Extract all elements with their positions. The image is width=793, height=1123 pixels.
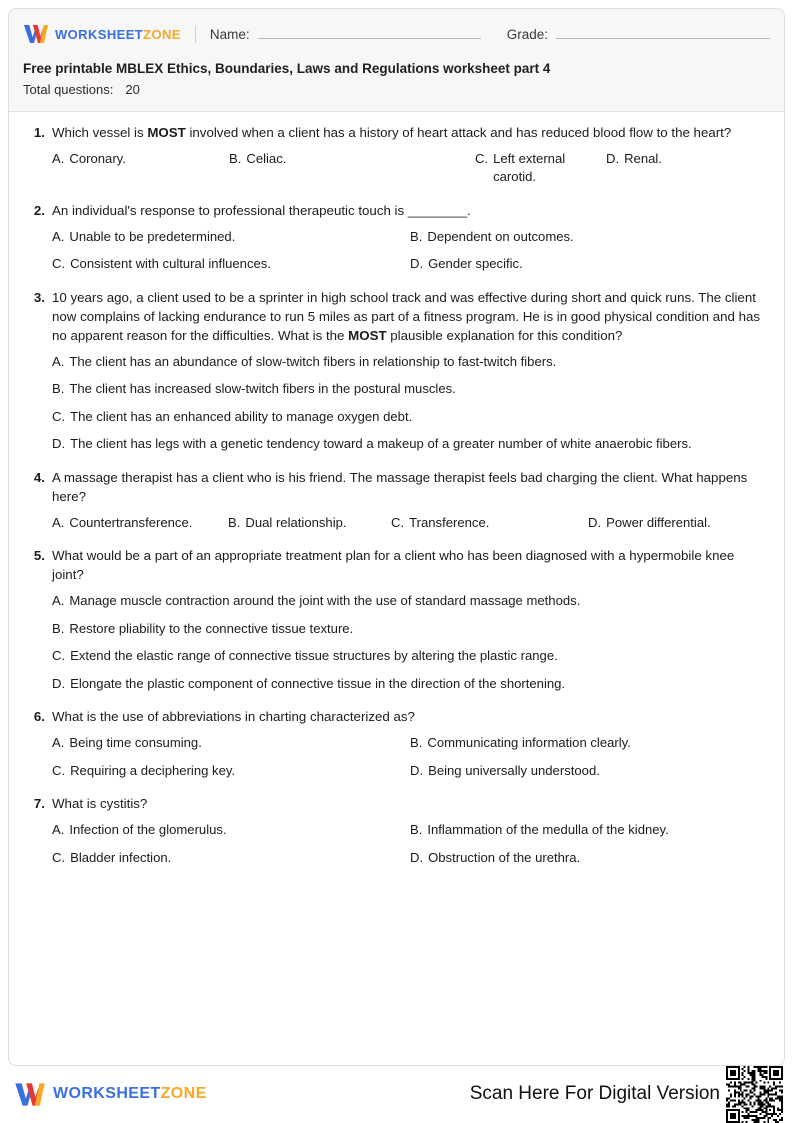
option-text: Being time consuming. [69,735,202,751]
option-text: Transference. [409,514,490,530]
worksheet-footer [8,1066,785,1122]
option-text: Power differential. [606,514,711,530]
option-text: Being universally understood. [428,762,600,778]
header-top-row [23,21,770,47]
option-row [52,228,768,247]
option-text: Inflammation of the medulla of the kidney. [427,822,669,838]
option-letter: C. [391,514,405,530]
option-text: Bladder infection. [70,849,172,865]
question-stem [25,469,768,507]
worksheet-title: Free printable MBLEX Ethics, Boundaries, Laws and Regulations worksheet part 4 [23,61,551,76]
question-stem [25,124,768,143]
option-row [52,762,768,781]
option-row [52,408,768,427]
grade-field[interactable] [507,26,770,42]
question-item [25,202,768,274]
option-b[interactable] [228,514,391,533]
question-item [25,547,768,693]
option-d[interactable] [52,675,768,694]
option-d[interactable] [52,435,768,454]
option-b[interactable] [410,228,768,247]
option-text: Elongate the plastic component of connective tissue in the direction of the shortening. [70,675,566,691]
question-options [25,514,768,533]
option-text: Obstruction of the urethra. [428,849,581,865]
option-b[interactable] [229,150,475,187]
option-letter: C. [52,762,66,778]
option-row [52,734,768,753]
footer-brand-logo-text [53,1085,207,1103]
question-item [25,469,768,532]
question-options [25,228,768,274]
question-options [25,821,768,867]
option-text: The client has increased slow-twitch fibers in the postural muscles. [69,381,456,397]
question-text: What would be a part of an appropriate treatment plan for a client who has been diagnosed with a hypermobile knee joint? [52,548,735,583]
option-text: Communicating information clearly. [427,735,631,751]
option-b[interactable] [52,380,768,399]
question-text: What is cystitis? [52,796,148,812]
option-text: Unable to be predetermined. [69,228,236,244]
option-d[interactable] [606,150,768,187]
question-options [25,734,768,780]
question-stem [25,708,768,727]
question-item [25,124,768,187]
option-c[interactable] [52,762,410,781]
question-item [25,708,768,780]
brand-name-part1: WORKSHEET [55,26,144,42]
question-text: What is the use of abbreviations in charting characterized as? [52,709,415,725]
scan-label: Scan Here For Digital Version [469,1083,720,1104]
option-letter: B. [410,735,423,751]
option-row [52,620,768,639]
total-questions [23,82,770,97]
option-letter: B. [410,228,423,244]
question-stem [25,547,768,585]
option-letter: D. [52,675,66,691]
option-letter: B. [228,514,241,530]
option-text: Renal. [624,150,662,166]
total-questions-value: 20 [125,82,140,97]
option-text: The client has an abundance of slow-twitch fibers in relationship to fast-twitch fibers. [69,353,557,369]
option-row [52,150,768,187]
question-number: 1. [33,125,45,140]
option-letter: A. [52,514,65,530]
option-d[interactable] [410,762,768,781]
question-number: 3. [33,290,45,306]
question-options [25,150,768,187]
option-text: Requiring a deciphering key. [70,762,236,778]
option-b[interactable] [410,821,768,840]
option-row [52,821,768,840]
question-emphasis: MOST [348,327,387,343]
option-letter: B. [410,822,423,838]
question-emphasis: MOST [147,125,186,140]
worksheet-card [8,8,785,1066]
footer-brand-logo [14,1082,207,1107]
option-text: Dependent on outcomes. [427,228,574,244]
option-text: Infection of the glomerulus. [69,822,227,838]
qr-code-icon[interactable] [726,1066,783,1123]
question-item [25,289,768,454]
option-letter: D. [410,849,424,865]
question-text: 10 years ago, a client used to be a sprinter in high school track and was effective during short and quick runs. The client now complains of lacking endurance to run 5 miles as part of a fitness program. He is in good physical condition and has no apparent reason for the difficulties. What is the MOST plausible explanation for this condition? [52,290,761,343]
question-number: 7. [33,796,45,812]
option-row [52,592,768,611]
footer-scan-group [470,1066,783,1123]
option-a[interactable] [52,514,228,533]
question-options [25,353,768,454]
question-text: Which vessel is MOST involved when a client has a history of heart attack and has reduced blood flow to the heart? [52,125,732,140]
option-letter: B. [52,620,65,636]
option-letter: C. [52,408,66,424]
option-text: Gender specific. [428,256,523,272]
question-number: 2. [33,203,45,219]
question-number: 5. [33,548,45,564]
option-row [52,255,768,274]
option-a[interactable] [52,592,768,611]
option-d[interactable] [410,255,768,274]
option-letter: A. [52,593,65,609]
option-text: Restore pliability to the connective tissue texture. [69,620,354,636]
questions-list [9,112,784,1065]
option-text: Manage muscle contraction around the joint with the use of standard massage methods. [69,593,581,609]
option-letter: C. [52,256,66,272]
option-c[interactable] [52,647,768,666]
option-letter: D. [588,514,602,530]
name-field-label: Name: [209,27,250,42]
option-text: Countertransference. [69,514,193,530]
option-a[interactable] [52,150,229,187]
option-c[interactable] [52,408,768,427]
option-letter: D. [606,150,620,166]
option-letter: D. [410,762,424,778]
option-letter: C. [52,849,66,865]
grade-field-label: Grade: [506,27,548,42]
option-letter: A. [52,735,65,751]
option-d[interactable] [588,514,768,533]
footer-brand-name-part2: ZONE [160,1085,207,1102]
option-c[interactable] [391,514,588,533]
header-divider [195,26,196,43]
brand-logo-text [55,27,181,42]
brand-logo [23,24,181,44]
question-number: 4. [33,470,45,485]
option-a[interactable] [52,821,410,840]
option-text: Celiac. [246,150,287,166]
name-field[interactable] [210,26,481,42]
grade-field-line[interactable] [556,26,770,39]
option-c[interactable] [52,255,410,274]
option-d[interactable] [410,849,768,868]
option-row [52,849,768,868]
worksheet-header [9,9,784,112]
question-options [25,592,768,693]
option-text: Left external carotid. [493,150,566,185]
option-row [52,514,768,533]
option-text: Extend the elastic range of connective tissue structures by altering the plastic range. [70,648,558,664]
name-field-line[interactable] [258,26,481,39]
option-letter: C. [52,648,66,664]
option-b[interactable] [52,620,768,639]
question-text: A massage therapist has a client who is his friend. The massage therapist feels bad charging the client. What happens here? [52,470,748,504]
option-letter: D. [410,256,424,272]
option-row [52,675,768,694]
worksheetzone-w-logo-icon [14,1082,46,1107]
option-c[interactable] [475,150,606,187]
option-text: Coronary. [69,150,126,166]
question-stem [25,289,768,346]
question-stem [25,202,768,221]
total-questions-label: Total questions: [23,82,114,97]
option-letter: B. [229,150,242,166]
option-text: The client has an enhanced ability to manage oxygen debt. [70,408,413,424]
option-a[interactable] [52,734,410,753]
footer-brand-name-part1: WORKSHEET [53,1085,161,1102]
brand-name-part2: ZONE [143,26,181,42]
option-row [52,380,768,399]
question-item [25,795,768,867]
option-letter: A. [52,353,65,369]
option-letter: D. [52,436,66,452]
option-text: Dual relationship. [245,514,347,530]
option-text: The client has legs with a genetic tendency toward a makeup of a greater number of white anaerobic fibers. [70,436,692,452]
question-text: An individual's response to professional therapeutic touch is ________. [52,203,471,219]
option-row [52,353,768,372]
option-row [52,435,768,454]
worksheetzone-w-logo-icon [23,24,49,44]
option-c[interactable] [52,849,410,868]
option-text: Consistent with cultural influences. [70,256,271,272]
option-letter: A. [52,822,65,838]
option-letter: A. [52,150,65,166]
option-letter: A. [52,228,65,244]
option-letter: B. [52,381,65,397]
option-b[interactable] [410,734,768,753]
option-letter: C. [475,150,489,166]
option-row [52,647,768,666]
question-stem [25,795,768,814]
option-a[interactable] [52,353,768,372]
option-a[interactable] [52,228,410,247]
question-number: 6. [33,709,45,725]
